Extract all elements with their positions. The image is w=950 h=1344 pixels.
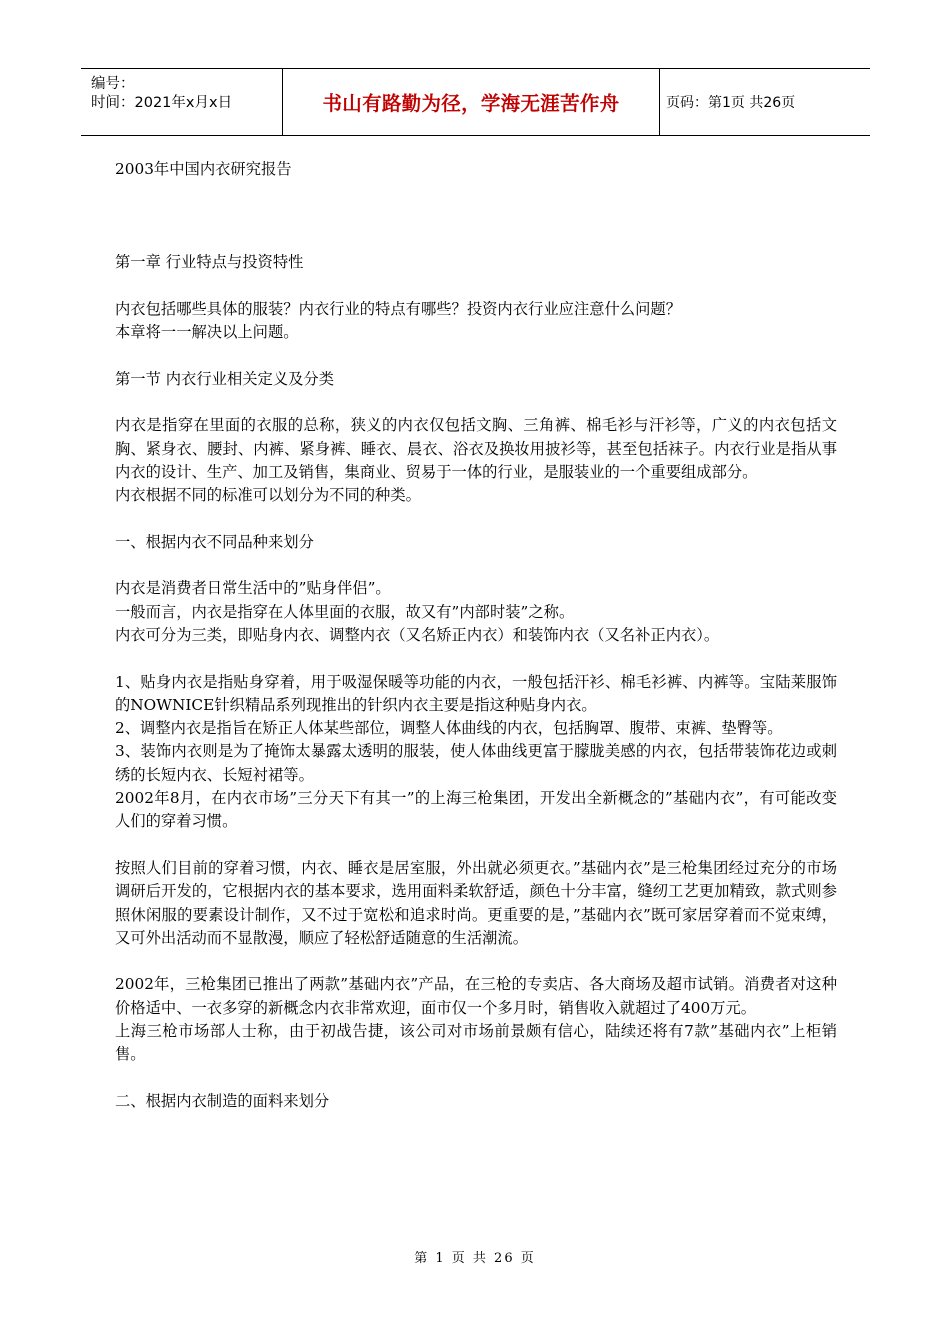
- paragraph-marketing: 上海三枪市场部人士称，由于初战告捷，该公司对市场前景颇有信心，陆续还将有7款”基础内衣”上柜销售。: [115, 1021, 837, 1064]
- list-item-close-fitting: 1、贴身内衣是指贴身穿着，用于吸湿保暖等功能的内衣，一般包括汗衫、棉毛衫裤、内裤等。宝陆莱服饰的NOWNICE针织精品系列现推出的针织内衣主要是指这种贴身内衣。: [115, 672, 837, 714]
- paragraph-three-types: 内衣可分为三类，即贴身内衣、调整内衣（又名矫正内衣）和装饰内衣（又名补正内衣）。: [115, 625, 720, 644]
- document-body: [115, 158, 837, 1113]
- list-item-decorative: 3、装饰内衣则是为了掩饰太暴露太透明的服装，使人体曲线更富于朦胧美感的内衣，包括带装饰花边或刺绣的长短内衣、长短衬裙等。: [115, 742, 837, 784]
- heading-by-variety: 一、根据内衣不同品种来划分: [115, 532, 314, 551]
- header-motto: 书山有路勤为径，学海无涯苦作舟: [283, 69, 660, 135]
- paragraph-companion: 内衣是消费者日常生活中的”贴身伴侣”。: [115, 579, 391, 598]
- number-label: 编号：: [91, 76, 135, 92]
- time-label: 时间：2021年x月x日: [91, 95, 233, 111]
- intro-statement: 本章将一一解决以上问题。: [115, 323, 299, 342]
- list-item-shaping: 2、调整内衣是指旨在矫正人体某些部位，调整人体曲线的内衣，包括胸罩、腹带、束裤、垫臀等。: [115, 719, 783, 738]
- chapter-title: 第一章 行业特点与投资特性: [115, 253, 304, 272]
- section-title: 第一节 内衣行业相关定义及分类: [115, 369, 335, 388]
- definition-paragraph: 内衣是指穿在里面的衣服的总称，狭义的内衣仅包括文胸、三角裤、棉毛衫与汗衫等，广义的内衣包括文胸、紧身衣、腰封、内裤、紧身裤、睡衣、晨衣、浴衣及换妆用披衫等，甚至包括袜子。内衣行业是指从事内衣的设计、生产、加工及销售，集商业、贸易于一体的行业，是服装业的一个重要组成部分。: [115, 416, 837, 481]
- heading-by-fabric: 二、根据内衣制造的面料来划分: [115, 1091, 330, 1110]
- intro-question: 内衣包括哪些具体的服装？内衣行业的特点有哪些？投资内衣行业应注意什么问题？: [115, 299, 681, 318]
- page-footer: 第 1 页 共 26 页: [414, 1251, 536, 1266]
- header-page-info: 页码：第1页 共26页: [666, 95, 796, 111]
- paragraph-2002-august: 2002年8月，在内衣市场”三分天下有其一”的上海三枪集团，开发出全新概念的”基础内衣”，有可能改变人们的穿着习惯。: [115, 789, 837, 831]
- paragraph-generally: 一般而言，内衣是指穿在人体里面的衣服，故又有”内部时装”之称。: [115, 602, 575, 621]
- classification-intro: 内衣根据不同的标准可以划分为不同的种类。: [115, 486, 421, 505]
- header-table: [81, 68, 870, 136]
- header-meta-cell: [81, 69, 283, 135]
- paragraph-wearing-habits: 按照人们目前的穿着习惯，内衣、睡衣是居室服，外出就必须更衣。”基础内衣”是三枪集团经过充分的市场调研后开发的，它根据内衣的基本要求，选用面料柔软舒适，颜色十分丰富，缝纫工艺更加精致，款式则参照休闲服的要素设计制作，又不过于宽松和追求时尚。更重要的是，”基础内衣”既可家居穿着而不觉束缚，又可外出活动而不显散漫，顺应了轻松舒适随意的生活潮流。: [115, 858, 837, 947]
- document-title: 2003年中国内衣研究报告: [115, 160, 292, 178]
- paragraph-2002-sales: 2002年，三枪集团已推出了两款”基础内衣”产品，在三枪的专卖店、各大商场及超市试销。消费者对这种价格适中、一衣多穿的新概念内衣非常欢迎，面市仅一个多月时，销售收入就超过了400万元。: [115, 975, 837, 1017]
